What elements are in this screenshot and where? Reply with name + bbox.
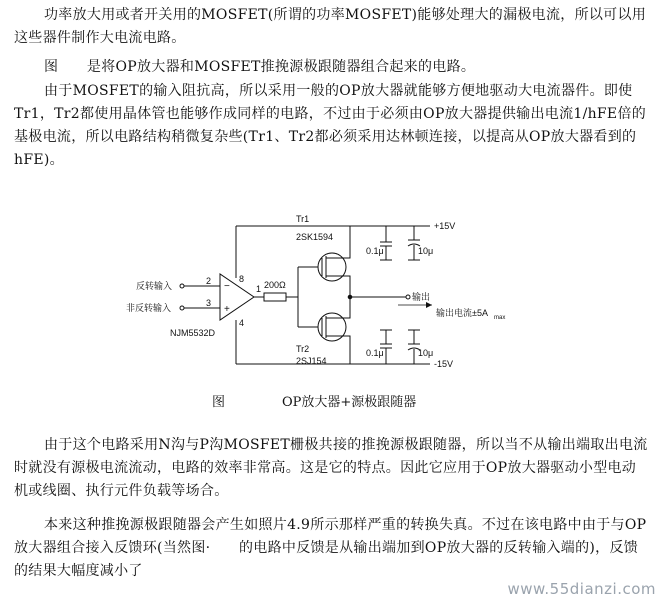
tr1-part-label: 2SK1594 bbox=[296, 232, 334, 242]
figure-caption-text: OP放大器+源极跟随器 bbox=[282, 395, 417, 410]
output-current-subscript: max bbox=[494, 315, 506, 321]
paragraph-figure-reference: 图 是将OP放大器和MOSFET推挽源极跟随器组合起来的电路。 bbox=[44, 59, 476, 75]
tr1-label: Tr1 bbox=[296, 214, 310, 224]
c2-value-label: 10μ bbox=[418, 246, 434, 256]
tr2-label: Tr2 bbox=[296, 344, 310, 354]
output-current-label: 输出电流±5A bbox=[436, 308, 488, 318]
c1-value-label: 0.1μ bbox=[366, 246, 384, 256]
paragraph-mosfet-intro: 功率放大用或者开关用的MOSFET(所谓的功率MOSFET)能够处理大的漏极电流，所以可以用这些器件制作大电流电路。 bbox=[14, 7, 647, 46]
negative-supply-label: -15V bbox=[434, 359, 454, 369]
noninverting-input-terminal bbox=[180, 306, 184, 310]
opamp-part-label: NJM5532D bbox=[170, 328, 216, 338]
opamp-minus-sign: − bbox=[224, 281, 230, 292]
paragraph-distortion: 本来这种推挽源极跟随器会产生如照片4.9所示那样严重的转换失真。不过在该电路中由于与OP放大器组合接入反馈环(当然图· 的电路中反馈是从输出端加到OP放大器的反转输入端的)，反馈的结果大幅度减小了 bbox=[14, 517, 647, 579]
output-terminal bbox=[406, 295, 410, 299]
pin-8-label: 8 bbox=[239, 274, 245, 284]
pin-4-label: 4 bbox=[239, 318, 245, 328]
resistor-200-ohm bbox=[264, 293, 286, 301]
pin-2-label: 2 bbox=[206, 276, 212, 286]
c3-value-label: 0.1μ bbox=[366, 348, 384, 358]
output-current-arrowhead bbox=[426, 302, 432, 308]
tr2-part-label: 2SJ154 bbox=[296, 356, 327, 366]
output-label: 输出 bbox=[412, 292, 431, 302]
paragraph-efficiency: 由于这个电路采用N沟与P沟MOSFET栅极共接的推挽源极跟随器，所以当不从输出端取出电流时就没有源极电流流动，电路的效率非常高。这是它的特点。因此它应用于OP放大器驱动小型电动机或线圈、执行元件负载等场合。 bbox=[14, 437, 648, 499]
site-watermark: www.55dianzi.com bbox=[507, 580, 656, 598]
pin-1-label: 1 bbox=[256, 284, 262, 294]
pin-3-label: 3 bbox=[206, 298, 212, 308]
inverting-input-terminal bbox=[180, 284, 184, 288]
circuit-schematic bbox=[126, 212, 520, 412]
resistor-label: 200Ω bbox=[264, 280, 286, 290]
figure-caption-label: 图 bbox=[212, 395, 226, 410]
opamp-plus-sign: + bbox=[224, 304, 230, 315]
inverting-input-label: 反转输入 bbox=[136, 281, 173, 291]
paragraph-input-impedance: 由于MOSFET的输入阻抗高，所以采用一般的OP放大器就能够方便地驱动大电流器件。即使Tr1，Tr2都使用晶体管也能够作成同样的电路，不过由于必须由OP放大器提供输出电流1/hFE倍的基极电流，所以电路结构稍微复杂些(Tr1、Tr2都必须采用达林顿连接，以提高从OP放大器看到的hFE)。 bbox=[14, 83, 647, 168]
positive-supply-label: +15V bbox=[434, 221, 456, 231]
noninverting-input-label: 非反转输入 bbox=[126, 303, 172, 313]
c4-value-label: 10μ bbox=[418, 348, 434, 358]
output-junction bbox=[348, 295, 352, 299]
circuit-figure bbox=[126, 212, 520, 412]
